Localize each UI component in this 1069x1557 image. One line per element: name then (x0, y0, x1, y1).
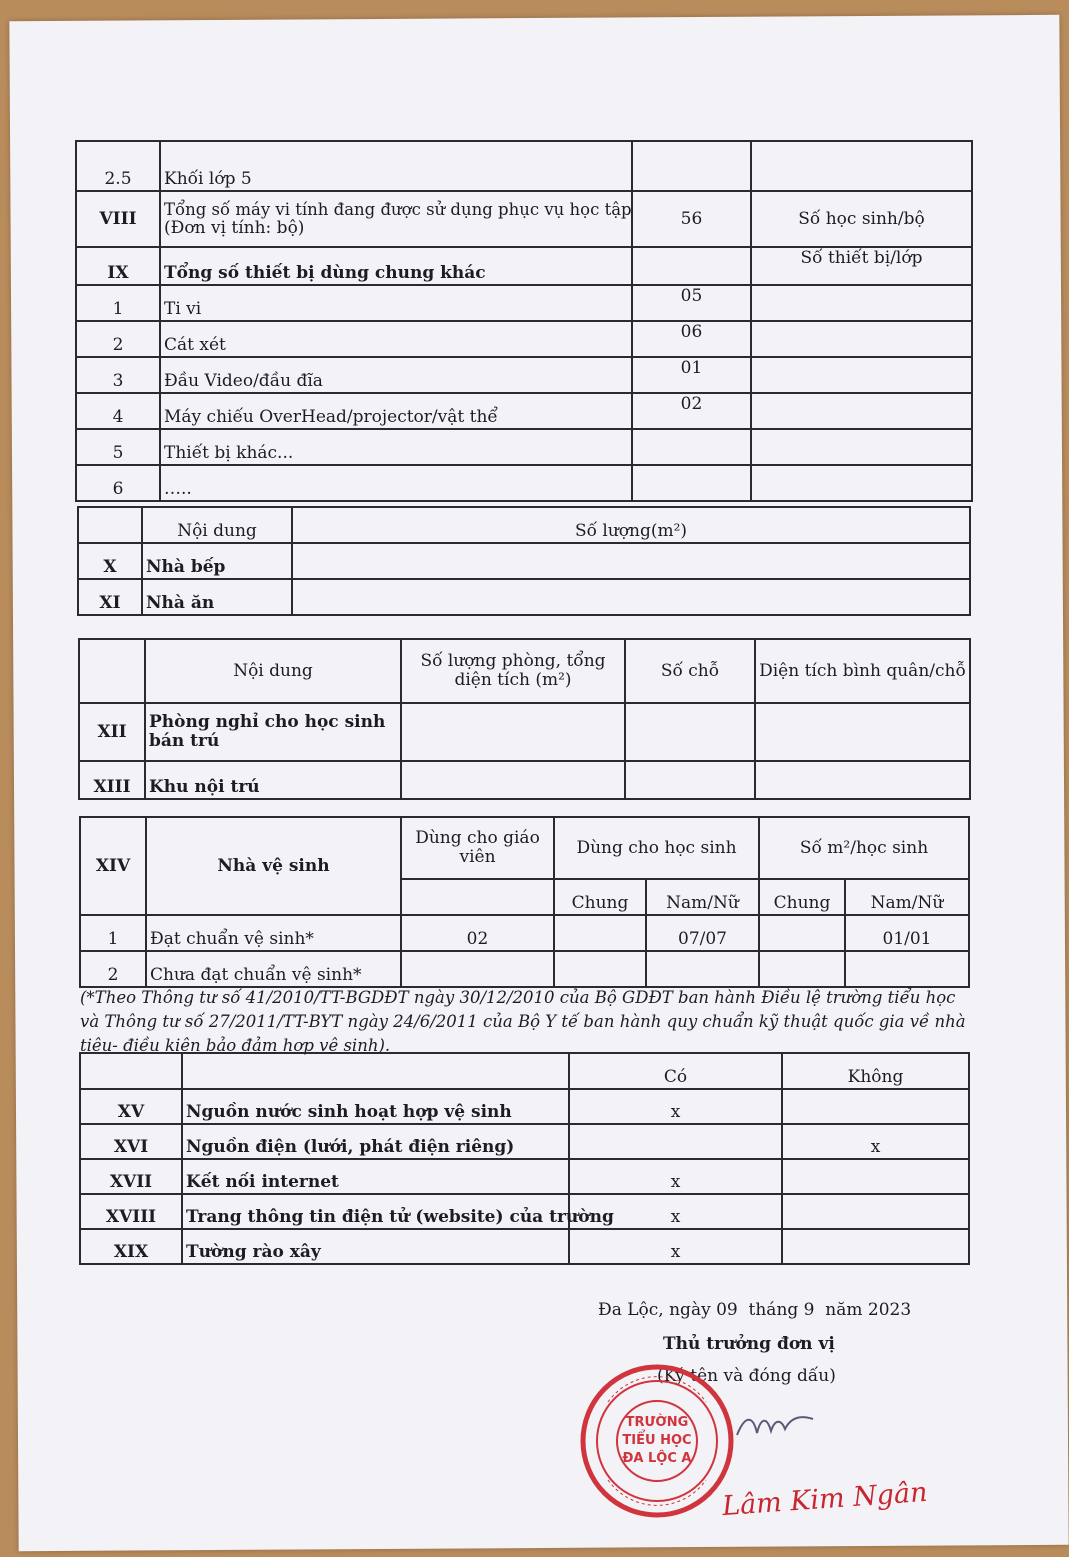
cell-no (782, 1159, 969, 1194)
table-row (80, 951, 969, 987)
row-label: Cát xét (160, 321, 632, 357)
cell-no (782, 1229, 969, 1264)
table-row (80, 915, 969, 951)
header-blank (79, 639, 145, 703)
cell-yes: x (569, 1089, 782, 1124)
row-label: Nguồn nước sinh hoạt hợp vệ sinh (182, 1089, 569, 1124)
cell-area-common (759, 951, 845, 987)
row-label: Nhà ăn (142, 579, 292, 615)
row-label: Kết nối internet (182, 1159, 569, 1194)
row-number: 6 (76, 465, 160, 501)
row-number: X (78, 543, 142, 579)
row-label: Tường rào xây (182, 1229, 569, 1264)
row-label: Trang thông tin điện tử (website) của trường (182, 1194, 569, 1229)
cell-no (782, 1194, 969, 1229)
row-number: 2.5 (76, 141, 160, 191)
table-row (76, 191, 972, 247)
table-row (76, 357, 972, 393)
cell-area-mf: 01/01 (845, 915, 969, 951)
table-row (76, 465, 972, 501)
cell-average (755, 703, 970, 761)
cell-slots (625, 761, 755, 799)
row-label: Ti vi (160, 285, 632, 321)
sign-instruction: (Ký tên và đóng dấu) (657, 1366, 836, 1386)
row-number: XII (79, 703, 145, 761)
cell-student-common (554, 951, 646, 987)
svg-text:TIỂU HỌC: TIỂU HỌC (622, 1433, 692, 1448)
header-quantity: Số lượng(m²) (292, 507, 970, 543)
row-number: 2 (80, 951, 146, 987)
header-no: Không (782, 1053, 969, 1089)
cell-no (782, 1089, 969, 1124)
row-quantity (632, 141, 751, 191)
header-average: Diện tích bình quân/chỗ (755, 639, 970, 703)
cell-average (755, 761, 970, 799)
row-quantity: 56 (632, 191, 751, 247)
table-row (76, 393, 972, 429)
row-number: XIII (79, 761, 145, 799)
row-sublabel: (Đơn vị tính: bộ) (164, 218, 305, 238)
row-quantity: 05 (632, 285, 751, 321)
row-quantity: 01 (632, 357, 751, 393)
svg-text:TRƯỜNG: TRƯỜNG (625, 1415, 689, 1430)
cell-teacher: 02 (401, 915, 554, 951)
boarding-table (78, 638, 971, 800)
row-label: Nguồn điện (lưới, phát điện riêng) (182, 1124, 569, 1159)
row-label: Thiết bị khác... (160, 429, 632, 465)
header-male-female: Nam/Nữ (845, 879, 969, 915)
row-number: 2 (76, 321, 160, 357)
cell-yes: x (569, 1159, 782, 1194)
row-label: ….. (160, 465, 632, 501)
school-seal-icon (578, 1362, 736, 1520)
header-male-female: Nam/Nữ (646, 879, 759, 915)
cell-area-common (759, 915, 845, 951)
table-row (80, 1229, 969, 1264)
table-row (78, 579, 970, 615)
row-number: XVI (80, 1124, 182, 1159)
table-row (76, 141, 972, 191)
facilities-table (79, 1052, 970, 1265)
table-row (80, 1089, 969, 1124)
table-header-row (79, 639, 970, 703)
row-unit: Số thiết bị/lớp (751, 247, 972, 285)
cell-area-mf (845, 951, 969, 987)
row-unit (751, 393, 972, 429)
svg-text:ĐA LỘC A: ĐA LỘC A (622, 1451, 692, 1466)
row-number: 5 (76, 429, 160, 465)
equipment-table (75, 140, 973, 502)
header-student: Dùng cho học sinh (554, 817, 759, 879)
table-row (76, 321, 972, 357)
row-value (292, 543, 970, 579)
cell-slots (625, 703, 755, 761)
section-number: XIV (80, 817, 146, 915)
row-number: XVII (80, 1159, 182, 1194)
row-label: Tổng số máy vi tính đang được sử dụng phục vụ học tập (164, 200, 632, 219)
row-number: 4 (76, 393, 160, 429)
cell-yes: x (569, 1229, 782, 1264)
table-header-row (78, 507, 970, 543)
row-quantity (632, 247, 751, 285)
signer-title: Thủ trưởng đơn vị (663, 1334, 835, 1354)
header-yes: Có (569, 1053, 782, 1089)
header-blank (401, 879, 554, 915)
header-slots: Số chỗ (625, 639, 755, 703)
header-blank (80, 1053, 182, 1089)
row-number: VIII (76, 191, 160, 247)
cell-student-mf (646, 951, 759, 987)
row-label: Chưa đạt chuẩn vệ sinh* (146, 951, 401, 987)
row-unit (751, 141, 972, 191)
row-label: Máy chiếu OverHead/projector/vật thể (160, 393, 632, 429)
table-row (80, 1124, 969, 1159)
row-label-cell (160, 191, 632, 247)
table-row (76, 247, 972, 285)
cell-rooms (401, 761, 625, 799)
header-teacher: Dùng cho giáo viên (401, 817, 554, 879)
row-unit: Số học sinh/bộ (751, 191, 972, 247)
row-unit (751, 465, 972, 501)
header-common: Chung (554, 879, 646, 915)
row-quantity (632, 429, 751, 465)
row-label: Đầu Video/đầu đĩa (160, 357, 632, 393)
table-row (80, 1194, 969, 1229)
cell-student-mf: 07/07 (646, 915, 759, 951)
header-area: Số m²/học sinh (759, 817, 969, 879)
table-row (79, 703, 970, 761)
row-number: XI (78, 579, 142, 615)
table-row (79, 761, 970, 799)
section-title: Nhà vệ sinh (146, 817, 401, 915)
signature-scribble-icon (735, 1405, 815, 1445)
row-number: 3 (76, 357, 160, 393)
date-line: Đa Lộc, ngày 09 tháng 9 năm 2023 (598, 1300, 912, 1320)
table-header-row (80, 1053, 969, 1089)
row-unit (751, 357, 972, 393)
row-quantity: 06 (632, 321, 751, 357)
footnote: (*Theo Thông tư số 41/2010/TT-BGDĐT ngày 30/12/2010 của Bộ GDĐT ban hành Điều lệ trường tiểu học và Thông tư số 27/2011/TT-BYT ngày 24/6/2011 của Bộ Y tế ban hành quy chuẩn kỹ thuật quốc gia về nhà tiêu- điều kiện bảo đảm hợp vệ sinh). (80, 988, 966, 1055)
row-unit (751, 321, 972, 357)
toilet-table (79, 816, 970, 988)
header-blank (182, 1053, 569, 1089)
cell-yes: x (569, 1194, 782, 1229)
header-content: Nội dung (145, 639, 401, 703)
table-row (76, 429, 972, 465)
table-row (78, 543, 970, 579)
header-common: Chung (759, 879, 845, 915)
row-quantity (632, 465, 751, 501)
row-unit (751, 285, 972, 321)
cell-teacher (401, 951, 554, 987)
header-rooms: Số lượng phòng, tổng diện tích (m²) (401, 639, 625, 703)
row-number: 1 (80, 915, 146, 951)
signer-name: Lâm Kim Ngân (721, 1476, 929, 1523)
table-row (76, 285, 972, 321)
row-label: Đạt chuẩn vệ sinh* (146, 915, 401, 951)
row-label: Khối lớp 5 (160, 141, 632, 191)
cell-rooms (401, 703, 625, 761)
kitchen-table (77, 506, 971, 616)
cell-no: x (782, 1124, 969, 1159)
header-blank (78, 507, 142, 543)
cell-student-common (554, 915, 646, 951)
row-label: Khu nội trú (145, 761, 401, 799)
row-number: XIX (80, 1229, 182, 1264)
row-value (292, 579, 970, 615)
row-label: Nhà bếp (142, 543, 292, 579)
cell-yes (569, 1124, 782, 1159)
row-quantity: 02 (632, 393, 751, 429)
row-number: IX (76, 247, 160, 285)
row-number: 1 (76, 285, 160, 321)
row-unit (751, 429, 972, 465)
header-content: Nội dung (142, 507, 292, 543)
row-number: XVIII (80, 1194, 182, 1229)
row-label: Phòng nghỉ cho học sinh bán trú (145, 703, 401, 761)
table-header-row (80, 817, 969, 879)
row-label: Tổng số thiết bị dùng chung khác (160, 247, 632, 285)
row-number: XV (80, 1089, 182, 1124)
table-row (80, 1159, 969, 1194)
